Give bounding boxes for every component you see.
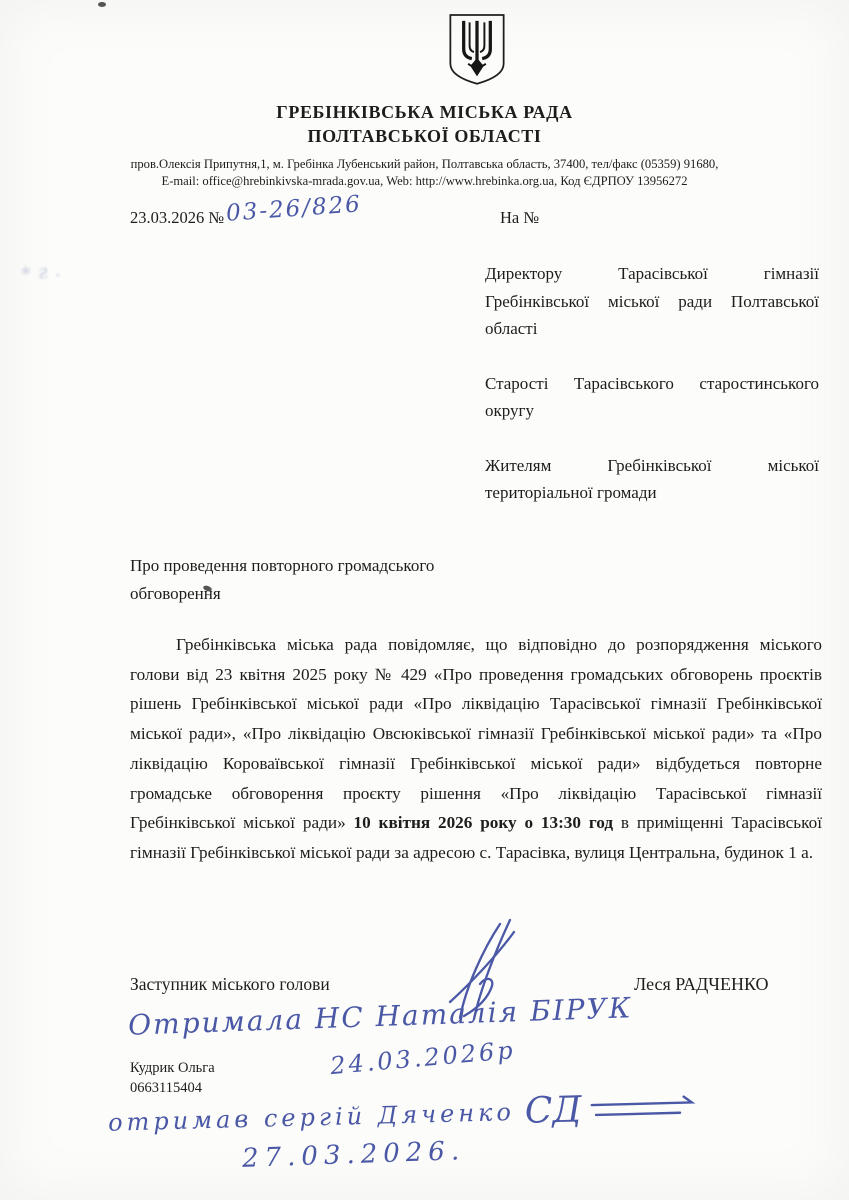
handwritten-received-date-2: 27.03.2026. (241, 1136, 466, 1174)
letter-body-paragraph (130, 630, 822, 868)
body-text-start: Гребінківська міська рада повідомляє, що відповідно до розпорядження міського голови від 23 квітня 2025 року № 429 «Про проведення громадських обговорень проєктів рішень Гребінківської міської ради «Про ліквідацію Тарасівської гімназії Гребінківської міської ради», «Про ліквідацію Овсюківської гімназії Гребінківської міської ради» та «Про ліквідацію Короваївської гімназії Гребінківської міської ради» відбудеться повторне громадське обговорення проєкту рішення «Про ліквідацію Тарасівської гімназії Гребінківської міської ради» (130, 635, 822, 833)
ukraine-trident-emblem (438, 12, 516, 86)
signer-position: Заступник міського голови (130, 974, 330, 994)
executor-contact-block (130, 1058, 215, 1098)
addressee-director: Директору Тарасівської гімназії Гребінківської міської ради Полтавської області (485, 264, 819, 338)
reply-to-number-label: На № (500, 208, 540, 227)
signer-name: Леся РАДЧЕНКО (634, 974, 769, 994)
received-note-2-paraph: СД (524, 1089, 583, 1132)
addressee-starosta: Старості Тарасівського старостинського округу (485, 373, 819, 420)
letter-subject: Про проведення повторного громадського обговорення (130, 556, 435, 603)
executor-phone: 0663115404 (130, 1080, 202, 1096)
org-address-line: пров.Олексія Припутня,1, м. Гребінка Лубенський район, Полтавська область, 37400, тел/факс (05359) 91680, (130, 157, 719, 171)
handwritten-received-date-1: 24.03.2026р (329, 1035, 517, 1081)
received-note-2-text: отримав сергій Дяченко (107, 1097, 516, 1137)
letter-date-and-number-sign: 23.03.2026 № (130, 208, 225, 227)
org-contacts-line: E-mail: office@hrebinkivska-mrada.gov.ua, Web: http://www.hrebinka.org.ua, Код ЄДРПОУ 13956272 (161, 174, 688, 188)
body-text-end: в приміщенні Тарасівської гімназії Гребінківської міської ради за адресою с. Тарасівка, вулиця Центральна, будинок 1 а. (130, 813, 822, 862)
addressee-block (485, 260, 819, 507)
stray-ink-mark: * г . (19, 257, 62, 287)
handwritten-received-note-1: Отримала НС Наталія БІРУК (127, 991, 633, 1042)
body-meeting-datetime: 10 квітня 2026 року о 13:30 год (353, 813, 614, 833)
org-name-line2: ПОЛТАВСЬКОЇ ОБЛАСТІ (307, 126, 542, 146)
executor-name: Кудрик Ольга (130, 1060, 215, 1076)
paraph-flourish-icon (587, 1090, 698, 1127)
trident-icon (438, 12, 516, 86)
scan-speck (98, 2, 106, 7)
org-name-line1: ГРЕБІНКІВСЬКА МІСЬКА РАДА (276, 102, 573, 122)
handwritten-outgoing-number: 03-26/826 (225, 191, 363, 227)
addressee-residents: Жителям Гребінківської міської територіальної громади (485, 455, 819, 502)
